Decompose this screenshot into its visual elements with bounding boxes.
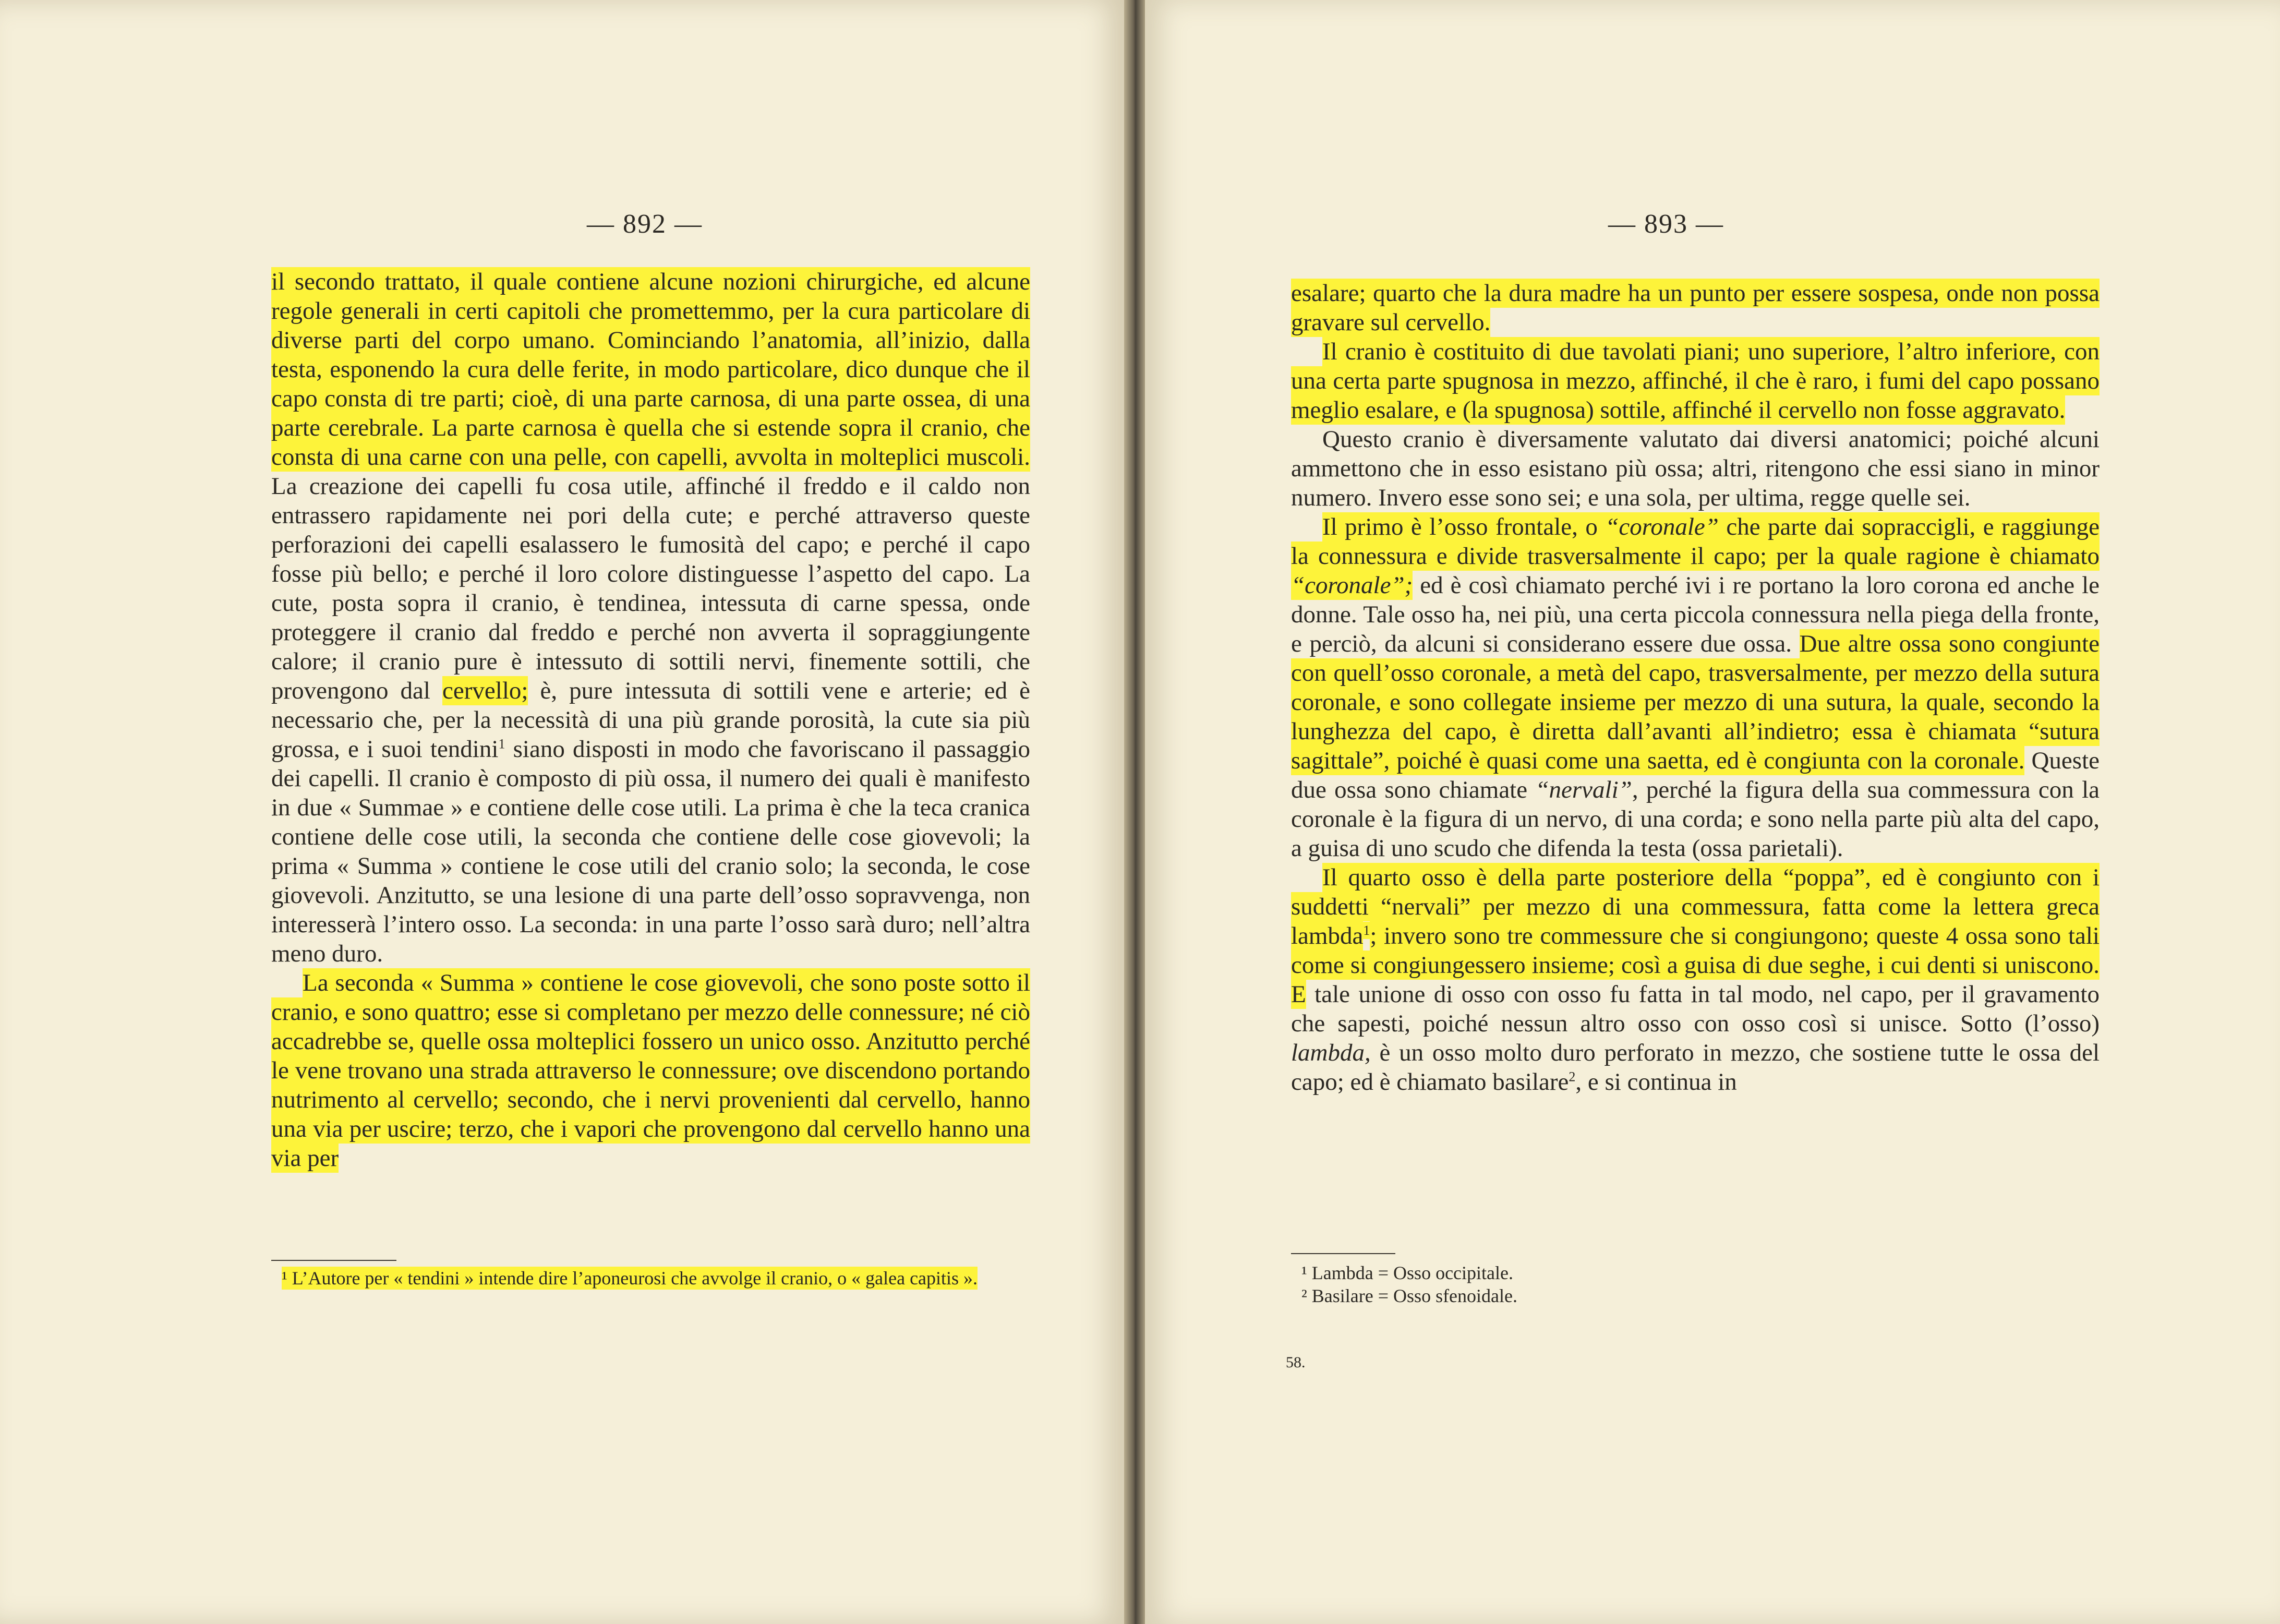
book-gutter bbox=[1124, 0, 1145, 1624]
right-page bbox=[1145, 0, 2280, 1624]
right-paragraph-1 bbox=[1291, 279, 2100, 337]
footnote-rule bbox=[271, 1260, 396, 1261]
right-footnotes bbox=[1291, 1261, 2100, 1307]
right-paragraph-5: Il quarto osso è della parte posteriore della “poppa”, ed è congiunto con i suddetti “nervali” per mezzo di una commessura, fatta come la lettera greca lambda$^1$; invero sono tre commessure che si congiungono; queste 4 ossa sono tali come si congiungessero insieme; così a guisa di due seghe, i cui denti si uniscono. E tale unione di osso con osso fu fatta in tal modo, nel capo, per il gravamento che sapesti, poiché nessun altro osso con osso così si unisce. Sotto (l’osso) lambda, è un osso molto duro perforato in mezzo, che sostiene tutte le ossa del capo; ed è chiamato basilare$^2$, e si continua in bbox=[1291, 864, 2100, 1096]
left-footnotes bbox=[271, 1267, 1030, 1290]
highlight: Il primo è l’osso frontale, o bbox=[1322, 513, 1606, 540]
highlight: che parte dai sopraccigli, e raggiunge la connessura e divide trasversalmente il capo; per la quale ragione è chiamato bbox=[1291, 513, 2100, 570]
highlight: Due altre ossa sono congiunte con quell’osso coronale, a metà del capo, trasversalmente, per mezzo della sutura coronale, e sono collegate insieme per mezzo di una sutura, la quale, secondo la lunghezza del capo, è diretta dall’avanti all’indietro; essa è chiamata “sutura sagittale”, poiché è quasi come una saetta, ed è congiunta con la coronale. bbox=[1291, 630, 2100, 774]
right-paragraph-3: Questo cranio è diversamente valutato dai diversi anatomici; poiché alcuni ammettono che in esso esistano più ossa; altri, ritengono che essi siano in minor numero. Invero esse sono sei; e una sola, per ultima, regge quelle sei. bbox=[1291, 426, 2100, 511]
footnote: ² Basilare = Osso sfenoidale. bbox=[1301, 1285, 1517, 1306]
footnote-ref: 1 bbox=[1363, 923, 1370, 939]
right-body-text bbox=[1291, 279, 2100, 1097]
highlight: “coronale”; bbox=[1291, 572, 1413, 599]
highlight: “coronale” bbox=[1605, 513, 1719, 540]
footnote: ¹ L’Autore per « tendini » intende dire l’aponeurosi che avvolge il cranio, o « galea capitis ». bbox=[282, 1268, 978, 1289]
footnote-ref: 1 bbox=[498, 736, 505, 752]
left-paragraph-1: il secondo trattato, il quale contiene alcune nozioni chirurgiche, ed alcune regole generali in certi capitoli che promettemmo, per la cura particolare di diverse parti del corpo umano. Cominciando l’anatomia, all’inizio, dalla testa, esponendo la cura delle ferite, in modo particolare, dico dunque che il capo consta di tre parti; cioè, di una parte carnosa, di una parte ossea, di una parte cerebrale. La parte carnosa è quella che si estende sopra il cranio, che consta di una carne con una pelle, con capelli, avvolta in molteplici muscoli. La creazione dei capelli fu cosa utile, affinché il freddo e il caldo non entrassero rapidamente nei pori della cute; e perché attraverso queste perforazioni dei capelli esalassero le fumosità del capo; e perché il capo fosse più bello; e perché il loro colore distinguesse l’aspetto del capo. La cute, posta sopra il cranio, è tendinea, intessuta di carne spessa, onde proteggere il cranio dal freddo e perché non avverta il sopraggiungente calore; il cranio pure è intessuto di sottili nervi, finemente sottili, che provengono dal cervello; è, pure intessuta di sottili vene e arterie; ed è necessario che, per la necessità di una più grande porosità, la cute sia più grossa, e i suoi tendini$^1$ siano disposti in modo che favoriscano il passaggio dei capelli. Il cranio è composto di più ossa, il numero dei quali è manifesto in due « Summae » e contiene delle cose utili. La prima è che la teca cranica contiene delle cose utili, la seconda che contiene delle cose giovevoli; la prima « Summa » contiene le cose utili del cranio solo; la seconda, le cose giovevoli. Anzitutto, se una lesione di una parte dell’osso sopravvenga, non interesserà l’intero osso. La seconda: in una parte l’osso sarà duro; nell’altra meno duro. bbox=[271, 268, 1031, 967]
right-paragraph-4: Il primo è l’osso frontale, o “coronale” che parte dai sopraccigli, e raggiunge la connessura e divide trasversalmente il capo; per la quale ragione è chiamato “coronale”; ed è così chiamato perché ivi i re portano la loro corona ed anche le donne. Tale osso ha, nei più, una certa piccola connessura nella piega della fronte, e perciò, da alcuni si considerano essere due ossa. Due altre ossa sono congiunte con quell’osso coronale, a metà del capo, trasversalmente, per mezzo della sutura coronale, e sono collegate insieme per mezzo di una sutura, la quale, secondo la lunghezza del capo, è diretta dall’avanti all’indietro; essa è chiamata “sutura sagittale”, poiché è quasi come una saetta, ed è congiunta con la coronale. Queste due ossa sono chiamate “nervali”, perché la figura della sua commessura con la coronale è la figura di un nervo, di una corda; e sono nella parte più alta del capo, a guisa di uno scudo che difenda la testa (ossa parietali). bbox=[1291, 513, 2100, 862]
left-paragraph-2 bbox=[271, 968, 1030, 1173]
page-number-left: — 892 — bbox=[587, 209, 703, 239]
footnote-rule bbox=[1291, 1253, 1395, 1254]
highlight: cervello; bbox=[442, 677, 528, 704]
highlight: esalare; quarto che la dura madre ha un punto per essere sospesa, onde non possa gravare sul cervello. bbox=[1291, 280, 2100, 336]
highlight: il secondo trattato, il quale contiene alcune nozioni chirurgiche, ed alcune regole generali in certi capitoli che promettemmo, per la cura particolare di diverse parti del corpo umano. Cominciando l’anatomia, all’inizio, dalla testa, esponendo la cura delle ferite, in modo particolare, dico dunque che il capo consta di tre parti; cioè, di una parte carnosa, di una parte ossea, di una parte cerebrale. La parte carnosa è quella che si estende sopra il cranio, che consta di una carne con una pelle, con capelli, avvolta in molteplici muscoli. bbox=[271, 268, 1030, 471]
footnote: ¹ Lambda = Osso occipitale. bbox=[1301, 1262, 1513, 1283]
right-paragraph-2 bbox=[1291, 337, 2100, 425]
signature-mark: 58. bbox=[1286, 1354, 1306, 1371]
highlight: Il quarto osso è della parte posteriore della “poppa”, ed è congiunto con i suddetti “nervali” per mezzo di una commessura, fatta come la lettera greca lambda bbox=[1291, 864, 2100, 949]
footnote-ref: 2 bbox=[1569, 1069, 1576, 1085]
highlight: Il cranio è costituito di due tavolati piani; uno superiore, l’altro inferiore, con una certa parte spugnosa in mezzo, affinché, il che è raro, i fumi del capo possano meglio esalare, e (la spugnosa) sottile, affinché il cervello non fosse aggravato. bbox=[1291, 338, 2100, 424]
highlight: ; invero sono tre commessure che si congiungono; queste 4 ossa sono tali come si congiungessero insieme; così a guisa di due seghe, i cui denti si uniscono. E bbox=[1291, 922, 2100, 1008]
page-number-right: — 893 — bbox=[1608, 209, 1724, 239]
highlight: La seconda « Summa » contiene le cose giovevoli, che sono poste sotto il cranio, e sono quattro; esse si completano per mezzo delle connessure; né ciò accadrebbe se, quelle ossa molteplici fossero un unico osso. Anzitutto perché le vene trovano una strada attraverso le connessure; ove discendono portando nutrimento al cervello; secondo, che i nervi provenienti dal cervello, hanno una via per uscire; terzo, che i vapori che provengono dal cervello hanno una via per bbox=[271, 969, 1030, 1172]
left-body-text bbox=[271, 267, 1030, 1173]
left-page bbox=[0, 0, 1124, 1624]
